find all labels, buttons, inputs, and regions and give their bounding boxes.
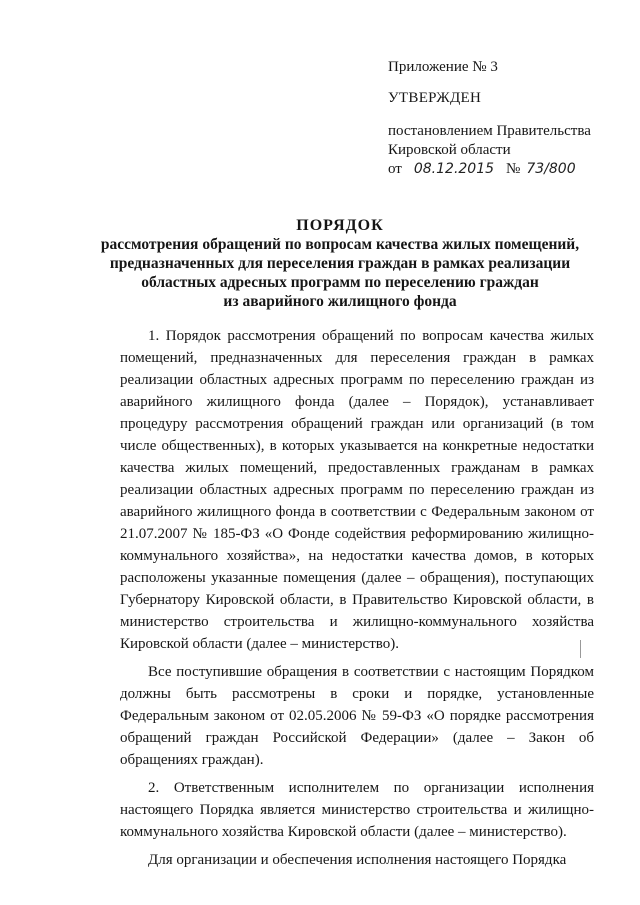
- paragraph-2: Все поступившие обращения в соответствии с настоящим Порядком должны быть рассмотрены в сроки и порядке, установленные Федеральным законом от 02.05.2006 № 59-ФЗ «О порядке рассмотрения обращений граждан Российской Федерации» (далее – Закон об обращениях граждан).: [120, 664, 594, 768]
- title-heading: ПОРЯДОК: [296, 217, 384, 234]
- handwritten-number: 73/800: [526, 161, 576, 177]
- number-label: №: [506, 161, 521, 177]
- from-label: от: [388, 161, 402, 177]
- paragraph-1: 1. Порядок рассмотрения обращений по вопросам качества жилых помещений, предназначенных для переселения граждан в рамках реализации областных адресных программ по переселению граждан из аварийного жилищного фонда (далее – Порядок), устанавливает процедуру рассмотрения обращений граждан или организаций (в том числе общественных), в которых указывается на конкретные недостатки качества жилых помещений, предоставленных гражданам в рамках реализации областных адресных программ по переселению граждан из аварийного жилищного фонда в соответствии с Федеральным законом от 21.07.2007 № 185-ФЗ «О Фонде содействия реформированию жилищно-коммунального хозяйства», на недостатки качества домов, в которых расположены указанные помещения (далее – обращения), поступающих Губернатору Кировской области, в Правительство Кировской области, в министерство строительства и жилищно-коммунального хозяйства Кировской области (далее – министерство).: [120, 328, 594, 652]
- paragraph-4: Для организации и обеспечения исполнения настоящего Порядка: [148, 852, 567, 868]
- title-line-4: из аварийного жилищного фонда: [223, 293, 457, 310]
- decree-line-2: Кировской области: [388, 142, 511, 158]
- approval-block: [388, 58, 628, 179]
- decree-line-1: постановлением Правительства: [388, 123, 591, 139]
- handwritten-date: 08.12.2015: [413, 161, 495, 177]
- paragraph-3: 2. Ответственным исполнителем по организации исполнения настоящего Порядка является министерство строительства и жилищно-коммунального хозяйства Кировской области (далее – министерство).: [120, 780, 594, 840]
- title-line-1: рассмотрения обращений по вопросам качества жилых помещений,: [100, 236, 580, 253]
- scan-margin-mark: [580, 640, 581, 658]
- decree-date-number: [388, 160, 628, 179]
- appendix-label: Приложение № 3: [388, 59, 498, 75]
- document-body: [120, 325, 594, 871]
- title-line-3: областных адресных программ по переселению граждан: [141, 274, 539, 291]
- title-line-2: предназначенных для переселения граждан в рамках реализации: [109, 255, 571, 272]
- approved-label: УТВЕРЖДЕН: [388, 90, 482, 106]
- document-title: [100, 216, 580, 311]
